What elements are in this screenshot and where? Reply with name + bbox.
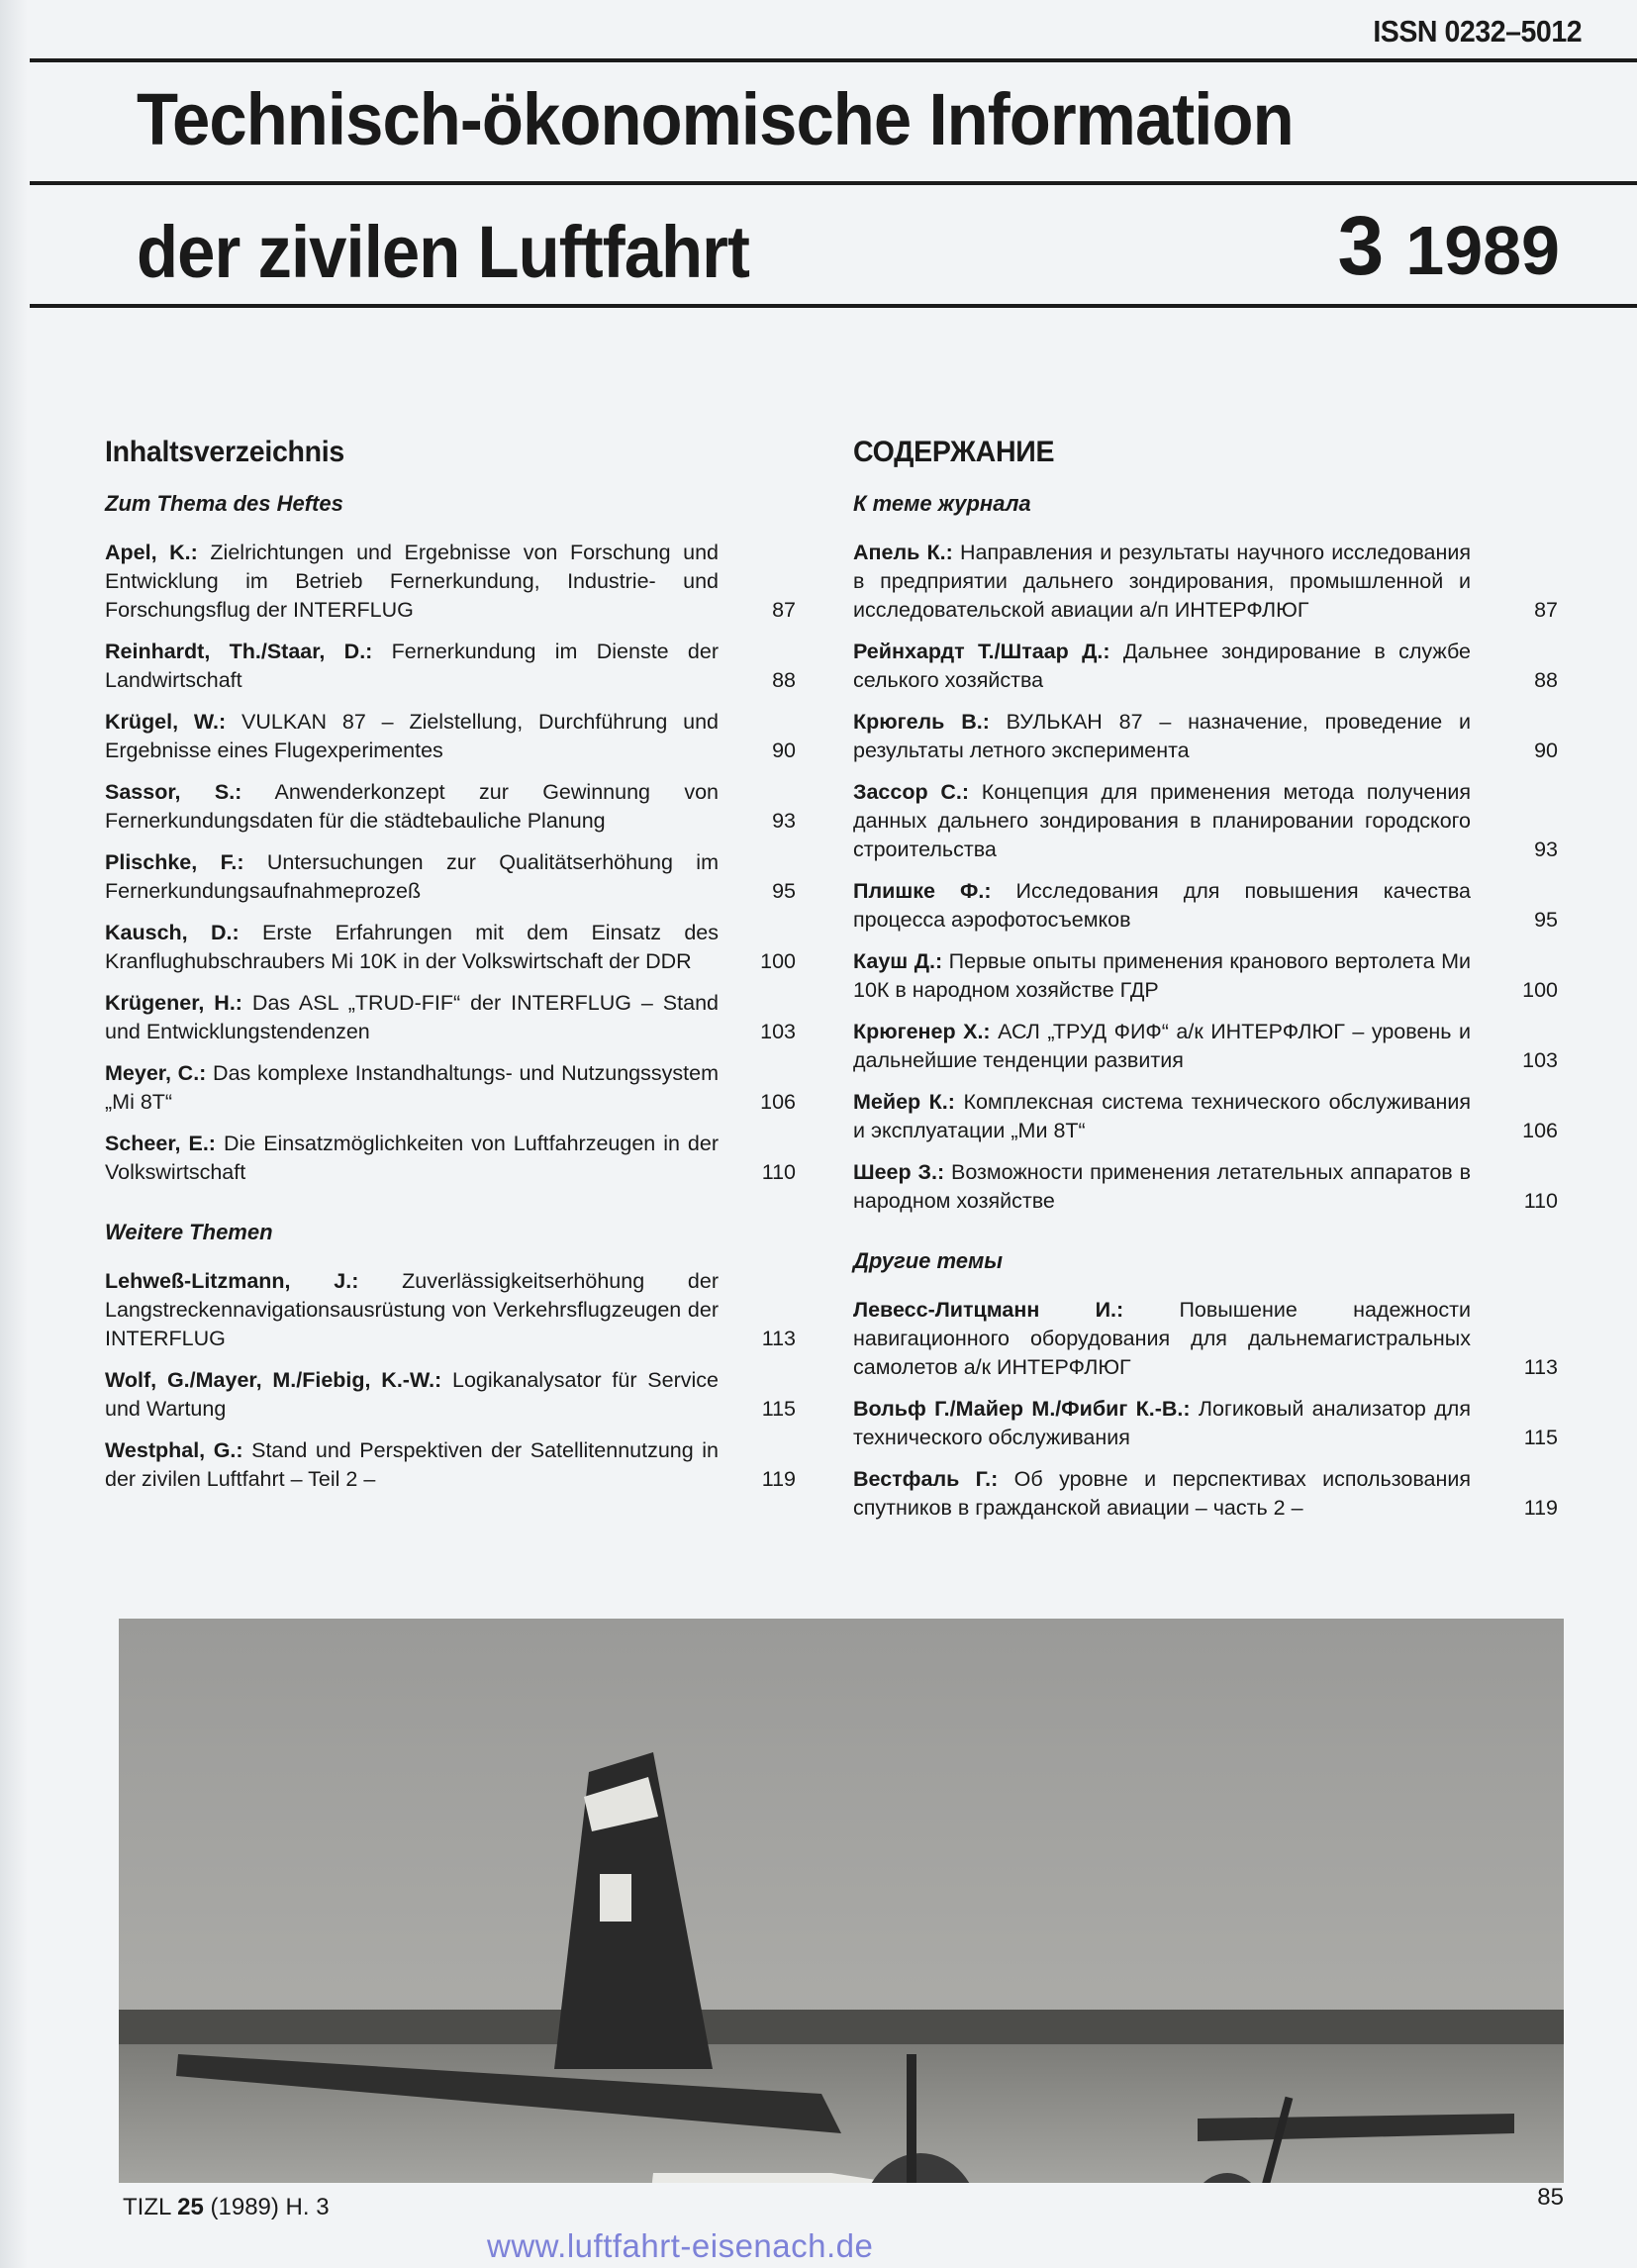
toc-entry-title: Zuverlässigkeitserhöhung der Langstreckennavigationsausrüstung von Verkehrsflugzeugen der INTERFLUG [105, 1269, 719, 1350]
toc-entry-author: Зассор С.: [853, 780, 970, 804]
toc-entry-text [853, 539, 1471, 625]
toc-entry-text [853, 778, 1471, 864]
toc-entry-author: Reinhardt, Th./Staar, D.: [105, 640, 373, 663]
toc-entry-author: Апель К.: [853, 541, 953, 564]
toc-entry-author: Шеер З.: [853, 1160, 945, 1184]
toc-entry-page: 100 [1522, 978, 1558, 1002]
toc-entry[interactable] [105, 848, 796, 906]
toc-entry[interactable] [853, 877, 1558, 935]
toc-entry-page: 115 [761, 1397, 796, 1421]
toc-entry[interactable] [853, 947, 1558, 1005]
toc-entry-text [105, 919, 719, 976]
toc-entry-text [853, 1465, 1471, 1523]
toc-entry[interactable] [105, 919, 796, 976]
toc-entry[interactable] [105, 539, 796, 625]
tail-flag-panel [600, 1874, 631, 1922]
toc-entry-text [105, 638, 719, 695]
toc-entry-author: Плишке Ф.: [853, 879, 992, 903]
toc-entry-text [105, 1130, 719, 1187]
toc-entry[interactable] [853, 1088, 1558, 1145]
toc-entry-title: АСЛ „ТРУД ФИФ“ а/к ИНТЕРФЛЮГ – уровень и дальнейшие тенденции развития [853, 1020, 1471, 1072]
toc-entry-title: Дальнее зондирование в службе селького хозяйства [853, 640, 1472, 692]
page-number: 85 [1537, 2184, 1564, 2211]
toc-entry[interactable] [853, 1018, 1558, 1075]
toc-entry-title: ВУЛЬКАН 87 – назначение, проведение и результаты летного эксперимента [853, 710, 1471, 762]
toc-entry-author: Krügener, H.: [105, 991, 242, 1015]
toc-entry-title: VULKAN 87 – Zielstellung, Durchführung und Ergebnisse eines Flugexperimentes [105, 710, 720, 762]
toc-entry-page: 90 [772, 739, 796, 762]
toc-german-sections [105, 491, 796, 1494]
toc-entry[interactable] [853, 539, 1558, 625]
toc-entry-text [853, 1395, 1471, 1452]
toc-entry-text [105, 989, 719, 1046]
toc-entry[interactable] [105, 1130, 796, 1187]
aircraft-photo [119, 1619, 1564, 2183]
toc-german [105, 436, 796, 1507]
toc-entry-author: Scheer, E.: [105, 1132, 216, 1155]
toc-entry-title: Повышение надежности навигационного оборудования для дальнемагистральных самолетов а/к ИНТЕРФЛЮГ [853, 1298, 1471, 1379]
toc-russian-sections [853, 491, 1558, 1523]
toc-entry-text [105, 848, 719, 906]
journal-year-issue: (1989) H. 3 [210, 2194, 330, 2220]
toc-entry-page: 100 [760, 949, 796, 973]
header-rule-bottom [30, 304, 1637, 308]
toc-entry-page: 110 [761, 1160, 796, 1184]
toc-german-heading: Inhaltsverzeichnis [105, 436, 344, 468]
toc-entry-author: Крюгель В.: [853, 710, 990, 734]
toc-entry-title: Das komplexe Instandhaltungs- und Nutzungssystem „Mi 8T“ [105, 1061, 719, 1114]
toc-entry-author: Мейер К.: [853, 1090, 955, 1114]
toc-entry-text [853, 1018, 1471, 1075]
toc-entry-title: Исследования для повышения качества процесса аэрофотосъемков [853, 879, 1471, 932]
issue-label [1338, 198, 1560, 294]
toc-entry[interactable] [853, 1395, 1558, 1452]
toc-entry-page: 88 [1534, 668, 1558, 692]
section-spacer [853, 1229, 1558, 1248]
section-heading: Weitere Themen [105, 1220, 273, 1244]
toc-entry[interactable] [105, 1366, 796, 1424]
toc-entry-author: Вольф Г./Майер М./Фибиг К.-В.: [853, 1397, 1191, 1421]
toc-entry-title: Логиковый анализатор для технического обслуживания [853, 1397, 1471, 1449]
toc-entry-text [105, 1059, 719, 1117]
toc-entry-author: Westphal, G.: [105, 1438, 243, 1462]
toc-entry-title: Направления и результаты научного исследования в предприятии дальнего зондирования, промышленной и исследовательской авиации а/п ИНТЕРФЛЮГ [853, 541, 1472, 622]
toc-entry-page: 88 [772, 668, 796, 692]
toc-entry-title: Zielrichtungen und Ergebnisse von Forschung und Entwicklung im Betrieb Fernerkundung, Industrie- und Forschungsflug der INTERFLUG [105, 541, 720, 622]
toc-entry[interactable] [105, 638, 796, 695]
section-spacer [105, 1200, 796, 1220]
toc-entry-page: 90 [1534, 739, 1558, 762]
journal-volume: 25 [177, 2194, 204, 2220]
section-heading: Другие темы [853, 1248, 1004, 1273]
toc-entry[interactable] [105, 1436, 796, 1494]
toc-entry[interactable] [853, 1158, 1558, 1216]
toc-entry-title: Stand und Perspektiven der Satellitennutzung in der zivilen Luftfahrt – Teil 2 – [105, 1438, 719, 1491]
toc-entry-page: 106 [760, 1090, 796, 1114]
toc-entry-author: Sassor, S.: [105, 780, 242, 804]
toc-entry-page: 93 [1534, 838, 1558, 861]
toc-entry-author: Вестфаль Г.: [853, 1467, 999, 1491]
section-heading: Zum Thema des Heftes [105, 491, 343, 516]
header-rule-top [30, 58, 1637, 62]
toc-entry-author: Meyer, C.: [105, 1061, 207, 1085]
toc-entry-title: Первые опыты применения кранового вертолета Ми 10К в народном хозяйстве ГДР [853, 949, 1471, 1002]
toc-entry[interactable] [105, 778, 796, 836]
toc-entry-title: Erste Erfahrungen mit dem Einsatz des Kranflughubschraubers Mi 10K in der Volkswirtschaft der DDR [105, 921, 719, 973]
toc-entry-page: 113 [1523, 1355, 1558, 1379]
toc-entry[interactable] [105, 989, 796, 1046]
toc-entry[interactable] [105, 1267, 796, 1353]
toc-entry-text [853, 1296, 1471, 1382]
toc-entry-text [105, 1436, 719, 1494]
toc-entry-title: Anwenderkonzept zur Gewinnung von Fernerkundungsdaten für die städtebauliche Planung [105, 780, 720, 833]
toc-entry-author: Кауш Д.: [853, 949, 943, 973]
toc-entry-title: Концепция для применения метода получения данных дальнего зондирования в планировании городского строительства [853, 780, 1471, 861]
issue-number: 3 [1337, 199, 1385, 292]
toc-entry-title: Комплексная система технического обслуживания и эксплуатации „Ми 8Т“ [853, 1090, 1472, 1142]
toc-entry-author: Lehweß-Litzmann, J.: [105, 1269, 359, 1293]
toc-entry-text [853, 638, 1471, 695]
toc-entry-page: 103 [1522, 1048, 1558, 1072]
issue-year: 1989 [1405, 212, 1560, 289]
section-heading: К теме журнала [853, 491, 1031, 516]
toc-entry-author: Plischke, F.: [105, 850, 244, 874]
toc-entry-page: 87 [1534, 598, 1558, 622]
journal-abbrev: TIZL [123, 2194, 171, 2220]
photo-treeline [119, 2010, 1564, 2049]
toc-entry-text [105, 539, 719, 625]
toc-entry-page: 119 [1523, 1496, 1558, 1520]
journal-title-line2: der zivilen Luftfahrt [137, 211, 750, 293]
toc-entry[interactable] [105, 1059, 796, 1117]
toc-entry-title: Об уровне и перспективах использования спутников в гражданской авиации – часть 2 – [853, 1467, 1471, 1520]
toc-entry-author: Kausch, D.: [105, 921, 240, 944]
journal-title-line1: Technisch-ökonomische Information [137, 78, 1294, 160]
toc-entry-page: 106 [1522, 1119, 1558, 1142]
left-propeller [907, 2054, 916, 2183]
toc-entry[interactable] [853, 778, 1558, 864]
toc-entry-page: 110 [1523, 1189, 1558, 1213]
toc-entry-page: 95 [772, 879, 796, 903]
toc-entry-page: 87 [772, 598, 796, 622]
website-watermark[interactable]: www.luftfahrt-eisenach.de [487, 2227, 874, 2264]
toc-entry-title: Untersuchungen zur Qualitätserhöhung im Fernerkundungsaufnahmeprozeß [105, 850, 719, 903]
toc-entry-text [105, 1366, 719, 1424]
toc-entry-author: Wolf, G./Mayer, M./Fiebig, K.-W.: [105, 1368, 442, 1392]
toc-entry-text [853, 1088, 1471, 1145]
header-rule-middle [30, 181, 1637, 185]
toc-entry-title: Fernerkundung im Dienste der Landwirtschaft [105, 640, 719, 692]
toc-entry-page: 113 [761, 1327, 796, 1350]
toc-russian [853, 436, 1558, 1535]
toc-entry-title: Das ASL „TRUD-FIF“ der INTERFLUG – Stand und Entwicklungstendenzen [105, 991, 719, 1043]
toc-entry-title: Logikanalysator für Service und Wartung [105, 1368, 719, 1421]
toc-entry-author: Левесс-Литцманн И.: [853, 1298, 1124, 1322]
toc-entry-page: 95 [1534, 908, 1558, 932]
toc-entry-title: Возможности применения летательных аппаратов в народном хозяйстве [853, 1160, 1471, 1213]
toc-entry-author: Крюгенер Х.: [853, 1020, 991, 1043]
toc-entry[interactable] [853, 638, 1558, 695]
toc-entry-page: 119 [761, 1467, 796, 1491]
page-binding-edge [0, 0, 28, 2268]
toc-entry-title: Die Einsatzmöglichkeiten von Luftfahrzeugen in der Volkswirtschaft [105, 1132, 720, 1184]
journal-citation [123, 2194, 330, 2221]
toc-entry-author: Рейнхардт Т./Штаар Д.: [853, 640, 1110, 663]
toc-entry-author: Krügel, W.: [105, 710, 227, 734]
toc-entry-text [105, 1267, 719, 1353]
toc-entry-text [105, 778, 719, 836]
toc-entry-text [853, 1158, 1471, 1216]
toc-entry-page: 103 [760, 1020, 796, 1043]
toc-russian-heading: СОДЕРЖАНИЕ [853, 436, 1055, 468]
toc-entry-text [853, 708, 1471, 765]
aircraft-photo-image [119, 1619, 1564, 2183]
toc-entry[interactable] [105, 708, 796, 765]
toc-entry-page: 115 [1523, 1426, 1558, 1449]
toc-entry[interactable] [853, 708, 1558, 765]
toc-entry[interactable] [853, 1465, 1558, 1523]
toc-entry-page: 93 [772, 809, 796, 833]
toc-entry-text [105, 708, 719, 765]
toc-entry-text [853, 947, 1471, 1005]
toc-entry-text [853, 877, 1471, 935]
toc-entry-author: Apel, K.: [105, 541, 198, 564]
toc-entry[interactable] [853, 1296, 1558, 1382]
issn: ISSN 0232–5012 [1373, 14, 1582, 49]
